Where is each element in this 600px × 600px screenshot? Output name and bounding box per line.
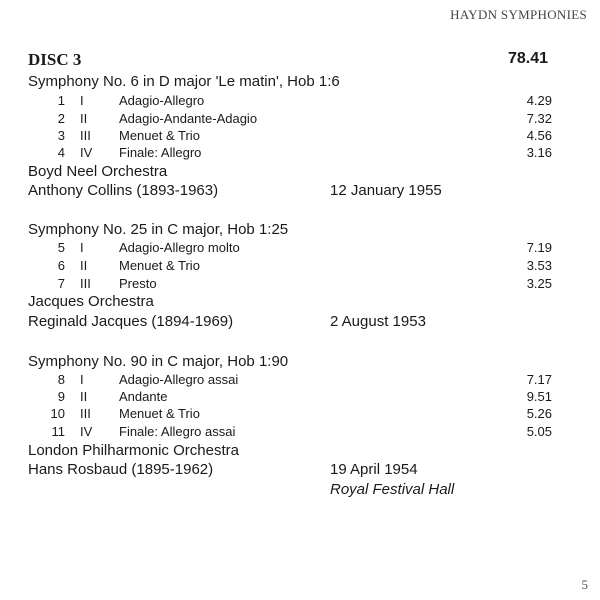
movement-numeral: I [80,93,84,108]
track-title: Adagio-Allegro molto [119,240,240,255]
track-title: Menuet & Trio [119,406,200,421]
movement-numeral: IV [80,145,93,160]
track-duration: 4.56 [526,128,552,143]
disc-total-time: 78.41 [508,50,549,67]
disc-title: DISC 3 [28,50,82,69]
track-number: 2 [57,111,65,126]
movement-numeral: III [80,276,91,291]
track-title: Andante [119,389,168,404]
orchestra: Jacques Orchestra [28,293,154,310]
movement-numeral: III [80,406,91,421]
conductor: Anthony Collins (1893-1963) [28,182,219,199]
track-duration: 5.05 [526,424,552,439]
movement-numeral: II [80,389,88,404]
recording-date: 12 January 1955 [330,182,442,199]
track-title: Adagio-Allegro [119,93,205,108]
track-title: Finale: Allegro assai [119,424,236,439]
track-number: 1 [57,93,65,108]
conductor: Reginald Jacques (1894-1969) [28,313,234,330]
track-duration: 3.16 [526,145,552,160]
recording-venue: Royal Festival Hall [330,481,455,498]
movement-numeral: I [80,240,84,255]
track-number: 11 [51,424,65,439]
recording-date: 2 August 1953 [330,313,426,330]
work-title: Symphony No. 25 in C major, Hob 1:25 [28,221,289,238]
recording-date: 19 April 1954 [330,461,418,478]
track-number: 5 [57,240,65,255]
series-title: HAYDN SYMPHONIES [450,7,587,22]
track-number: 7 [57,276,65,291]
track-title: Finale: Allegro [119,145,202,160]
conductor: Hans Rosbaud (1895-1962) [28,461,214,478]
track-duration: 9.51 [526,389,552,404]
track-duration: 7.17 [526,372,552,387]
track-number: 4 [57,145,65,160]
movement-numeral: IV [80,424,93,439]
track-title: Menuet & Trio [119,258,200,273]
track-duration: 5.26 [526,406,552,421]
movement-numeral: III [80,128,91,143]
track-number: 9 [57,389,65,404]
work-title: Symphony No. 90 in C major, Hob 1:90 [28,353,289,370]
orchestra: Boyd Neel Orchestra [28,163,168,180]
track-title: Adagio-Allegro assai [119,372,239,387]
track-number: 10 [50,406,65,421]
track-duration: 7.19 [526,240,552,255]
page-number: 5 [581,577,588,592]
track-number: 3 [57,128,65,143]
movement-numeral: II [80,111,88,126]
track-duration: 3.53 [526,258,552,273]
movement-numeral: I [80,372,84,387]
track-duration: 3.25 [526,276,552,291]
track-title: Menuet & Trio [119,128,200,143]
track-number: 8 [57,372,65,387]
work-title: Symphony No. 6 in D major 'Le matin', Hob 1:6 [28,73,340,90]
orchestra: London Philharmonic Orchestra [28,442,239,459]
track-duration: 4.29 [526,93,552,108]
track-title: Adagio-Andante-Adagio [119,111,258,126]
track-duration: 7.32 [526,111,552,126]
track-title: Presto [119,276,157,291]
movement-numeral: II [80,258,88,273]
track-number: 6 [57,258,65,273]
